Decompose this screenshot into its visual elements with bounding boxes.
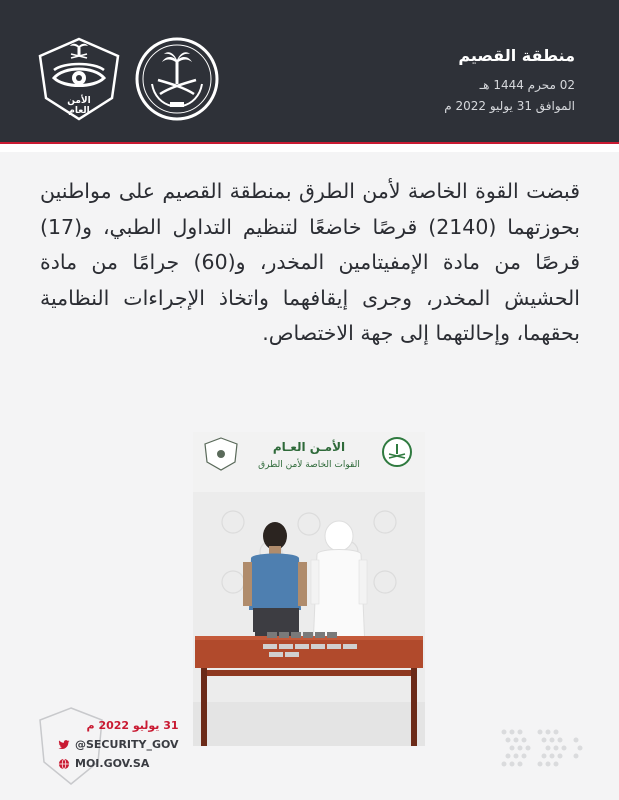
header-bar <box>0 0 619 142</box>
footer-info <box>58 716 179 773</box>
date-gregorian: الموافق 31 يوليو 2022 م <box>444 99 575 113</box>
date-hijri: 02 محرم 1444 هـ <box>479 78 575 92</box>
photo-illustration <box>193 432 425 746</box>
news-photo <box>193 432 425 746</box>
header-divider <box>0 142 619 152</box>
decorative-dot-pattern <box>498 726 588 776</box>
twitter-icon <box>58 740 70 750</box>
region-title: منطقة القصيم <box>458 46 575 65</box>
article-body: قبضت القوة الخاصة لأمن الطرق بمنطقة القصيم على مواطنين بحوزتهما (2140) قرصًا خاضعًا لتنظيم التداول الطبي، و(17) قرصًا من مادة الإمفيتامين المخدر، و(60) جرامًا من مادة الحشيش المخدر، وجرى إيقافهما واتخاذ الإجراءات النظامية بحقهما، وإحالتهما إلى جهة الاختصاص. <box>40 179 581 345</box>
globe-icon <box>58 758 70 770</box>
footer-website[interactable] <box>58 754 179 773</box>
photo-banner-subtitle: القوات الخاصة لأمن الطرق <box>258 460 360 470</box>
saudi-emblem-logo <box>134 36 220 122</box>
footer-twitter[interactable] <box>58 735 179 754</box>
photo-banner-title: الأمـن العـام <box>272 440 346 454</box>
public-security-logo-text: الأمن العام <box>67 96 91 116</box>
footer-date: 31 يوليو 2022 م <box>86 719 179 732</box>
twitter-handle[interactable]: @SECURITY_GOV <box>75 738 179 751</box>
website-url[interactable]: MOI.GOV.SA <box>75 757 150 770</box>
